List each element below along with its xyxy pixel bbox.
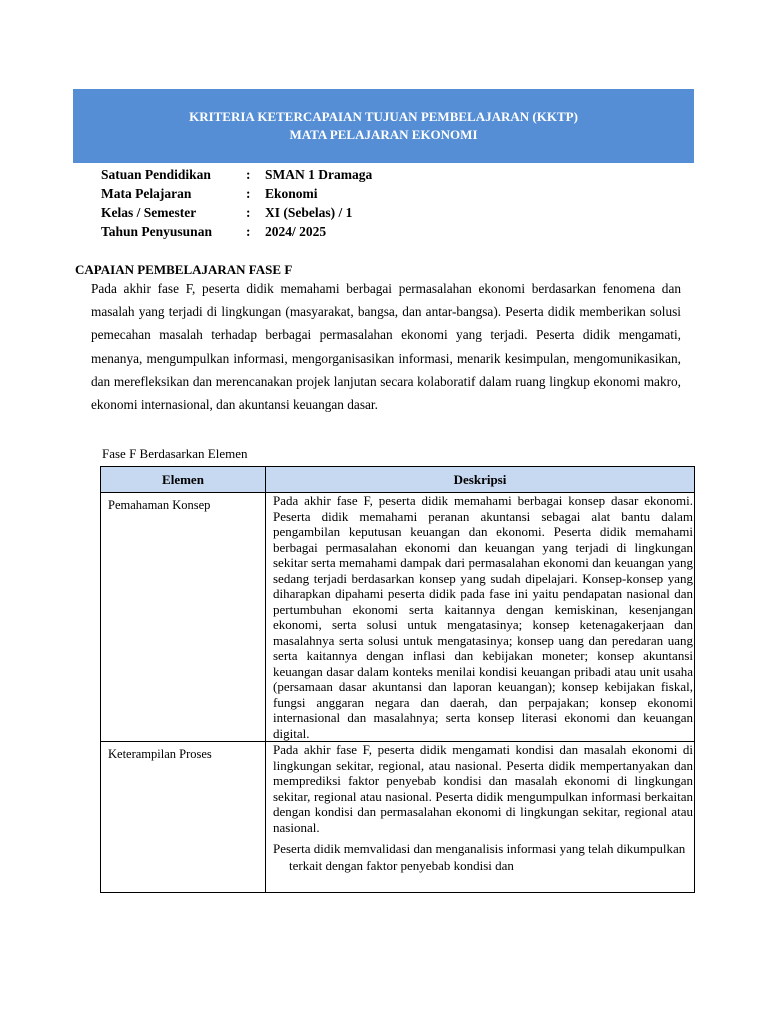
identity-block [101, 165, 372, 241]
identity-row-subject [101, 184, 372, 203]
table-row [101, 742, 695, 893]
element-cell: Pemahaman Konsep [101, 493, 266, 742]
description-cell [266, 742, 695, 893]
column-header-elemen: Elemen [101, 467, 266, 493]
identity-separator: : [246, 186, 251, 201]
identity-label: Tahun Penyusunan [101, 224, 212, 239]
element-description-table [100, 466, 695, 893]
identity-row-class [101, 203, 372, 222]
description-content [273, 742, 693, 884]
column-header-deskripsi: Deskripsi [266, 467, 695, 493]
description-cell [266, 493, 695, 742]
identity-row-school [101, 165, 372, 184]
identity-value: SMAN 1 Dramaga [265, 167, 373, 182]
identity-separator: : [246, 224, 251, 239]
table-row [101, 493, 695, 742]
identity-row-year [101, 222, 372, 241]
capaian-paragraph: Pada akhir fase F, peserta didik memahami berbagai permasalahan ekonomi berdasarkan fenomena dan masalah yang terjadi di lingkungan (masyarakat, bangsa, dan antar-bangsa). Peserta didik memberikan solusi pemecahan masalah terhadap berbagai permasalahan ekonomi yang terjadi. Peserta didik mengamati, menanya, mengumpulkan informasi, mengorganisasikan informasi, menarik kesimpulan, mengomunikasikan, dan merefleksikan dan merencanakan projek lanjutan secara kolaboratif dalam ruang lingkup ekonomi makro, ekonomi internasional, dan akuntansi keuangan dasar. [91, 281, 681, 413]
document-title-banner [73, 89, 694, 163]
description-paragraph-2: Peserta didik memvalidasi dan menganalisis informasi yang telah dikumpulkan terkait dengan faktor penyebab kondisi dan [273, 841, 686, 873]
description-paragraph: Pada akhir fase F, peserta didik memahami berbagai konsep dasar ekonomi. Peserta didik memahami peranan akuntansi sebagai alat bantu dalam pengambilan keputusan keuangan dan ekonomi. Peserta didik memahami berbagai permasalahan ekonomi dan keuangan yang terjadi di lingkungan sekitar serta memahami dampak dari permasalahan ekonomi dan keuangan yang sedang terjadi berdasarkan konsep yang sudah dipelajari. Konsep-konsep yang diharapkan dipahami peserta didik pada fase ini yaitu pendapatan nasional dan pertumbuhan ekonomi serta kaitannya dengan kemiskinan, kesenjangan ekonomi, serta solusi untuk mengatasinya; konsep ketenagakerjaan dan masalahnya serta solusi untuk mengatasinya; konsep uang dan peredaran uang serta kaitannya dengan inflasi dan kebijakan moneter; konsep akuntansi keuangan dasar dalam konteks menilai kondisi keuangan pribadi atau unit usaha (persamaan dasar akuntansi dan laporan keuangan); konsep kebijakan fiskal, fungsi anggaran negara dan daerah, dan perpajakan; konsep ekonomi internasional dan masalahnya; serta konsep literasi ekonomi dan keuangan digital. [273, 493, 693, 741]
identity-label: Kelas / Semester [101, 205, 197, 220]
identity-value: XI (Sebelas) / 1 [265, 205, 353, 220]
identity-value: Ekonomi [265, 186, 318, 201]
description-paragraph: Pada akhir fase F, peserta didik mengamati kondisi dan masalah ekonomi di lingkungan sekitar, regional, atau nasional. Peserta didik mempertanyakan dan memprediksi faktor penyebab kondisi dan masalah ekonomi di lingkungan sekitar, regional atau nasional. Peserta didik mengumpulkan informasi berkaitan dengan kondisi dan permasalahan ekonomi di lingkungan sekitar, regional atau nasional. [273, 742, 693, 835]
table-header-row [101, 467, 695, 493]
document-title-line-1: KRITERIA KETERCAPAIAN TUJUAN PEMBELAJARAN (KKTP) [189, 109, 578, 124]
table-caption: Fase F Berdasarkan Elemen [102, 446, 248, 461]
identity-separator: : [246, 167, 251, 182]
identity-label: Mata Pelajaran [101, 186, 192, 201]
element-cell: Keterampilan Proses [101, 742, 266, 893]
section-title-capaian: CAPAIAN PEMBELAJARAN FASE F [75, 262, 293, 277]
identity-separator: : [246, 205, 251, 220]
identity-value: 2024/ 2025 [265, 224, 327, 239]
document-title-line-2: MATA PELAJARAN EKONOMI [289, 127, 478, 142]
identity-label: Satuan Pendidikan [101, 167, 211, 182]
